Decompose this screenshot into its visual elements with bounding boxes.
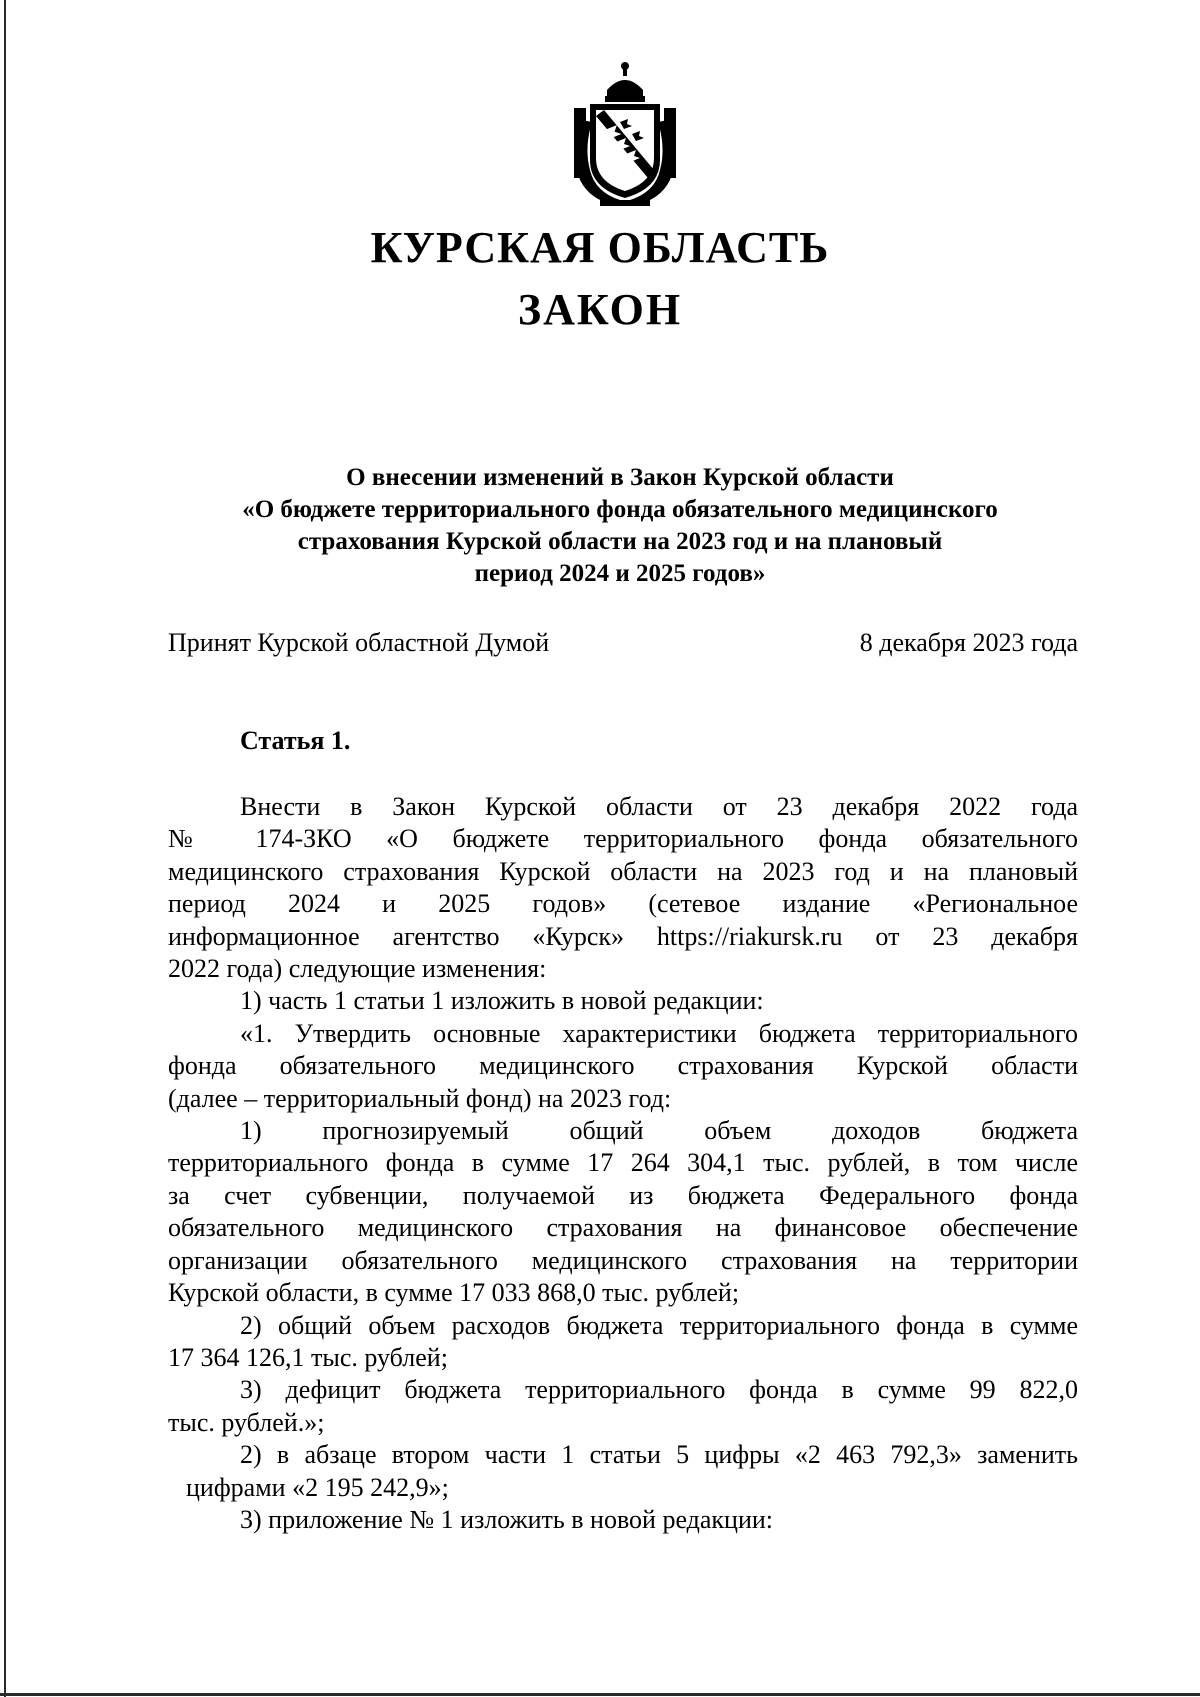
text-line: период 2024 и 2025 годов» (сетевое издание «Региональное bbox=[168, 889, 1078, 919]
article-body bbox=[168, 791, 1078, 1536]
law-title-line: период 2024 и 2025 годов» bbox=[474, 560, 766, 587]
text-line: обязательного медицинского страхования на финансовое обеспечение bbox=[168, 1213, 1078, 1243]
text-line: за счет субвенции, получаемой из бюджета Федерального фонда bbox=[168, 1180, 1078, 1210]
text-line: 2) в абзаце втором части 1 статьи 5 цифры «2 463 792,3» заменить bbox=[240, 1440, 1078, 1470]
scan-edge-bottom bbox=[0, 1693, 1200, 1696]
text-line: фонда обязательного медицинского страхования Курской области bbox=[168, 1051, 1078, 1081]
paragraph-intro bbox=[168, 791, 1078, 985]
law-title bbox=[160, 462, 1080, 590]
text-line: Внести в Закон Курской области от 23 декабря 2022 года bbox=[240, 792, 1078, 821]
article-heading: Статья 1. bbox=[240, 726, 351, 755]
text-line: 3) дефицит бюджета территориального фонда в сумме 99 822,0 bbox=[240, 1375, 1078, 1405]
law-title-line: О внесении изменений в Закон Курской области bbox=[346, 464, 894, 491]
adoption-date: 8 декабря 2023 года bbox=[859, 628, 1078, 657]
law-title-line: «О бюджете территориального фонда обязательного медицинского bbox=[242, 496, 998, 523]
subitem-3 bbox=[168, 1374, 1078, 1439]
text-line: 2) общий объем расходов бюджета территориального фонда в сумме bbox=[240, 1310, 1078, 1340]
subitem-1 bbox=[168, 1115, 1078, 1309]
subitem-2 bbox=[168, 1310, 1078, 1375]
adopted-by: Принят Курской областной Думой bbox=[168, 628, 550, 657]
coat-of-arms-emblem bbox=[560, 60, 690, 210]
item-1: 1) часть 1 статьи 1 изложить в новой редакции: bbox=[240, 986, 764, 1016]
text-line: Курской области, в сумме 17 033 868,0 тыс. рублей; bbox=[168, 1278, 740, 1308]
text-line: 1) прогнозируемый общий объем доходов бюджета bbox=[240, 1116, 1078, 1146]
text-line: (далее – территориальный фонд) на 2023 год: bbox=[168, 1083, 672, 1113]
text-line: цифрами «2 195 242,9»; bbox=[186, 1472, 449, 1502]
document-type-heading: ЗАКОН bbox=[517, 285, 683, 334]
text-line: информационное агентство «Курск» https://riakursk.ru от 23 декабря bbox=[168, 921, 1078, 951]
text-line: медицинского страхования Курской области на 2023 год и на плановый bbox=[168, 856, 1078, 886]
text-line: 17 364 126,1 тыс. рублей; bbox=[168, 1342, 448, 1372]
text-line: тыс. рублей.»; bbox=[168, 1407, 325, 1437]
law-title-line: страхования Курской области на 2023 год и на плановый bbox=[297, 528, 943, 555]
paragraph-quote-1 bbox=[168, 1018, 1078, 1115]
text-line: № 174-ЗКО «О бюджете территориального фонда обязательного bbox=[168, 824, 1078, 854]
text-line: «1. Утвердить основные характеристики бюджета территориального bbox=[240, 1018, 1078, 1048]
item-2 bbox=[168, 1439, 1078, 1504]
region-heading: КУРСКАЯ ОБЛАСТЬ bbox=[370, 223, 830, 272]
item-3: 3) приложение № 1 изложить в новой редакции: bbox=[240, 1504, 774, 1534]
text-line: территориального фонда в сумме 17 264 304,1 тыс. рублей, в том числе bbox=[168, 1148, 1078, 1178]
text-line: 2022 года) следующие изменения: bbox=[168, 954, 547, 984]
text-line: организации обязательного медицинского страхования на территории bbox=[168, 1245, 1078, 1275]
